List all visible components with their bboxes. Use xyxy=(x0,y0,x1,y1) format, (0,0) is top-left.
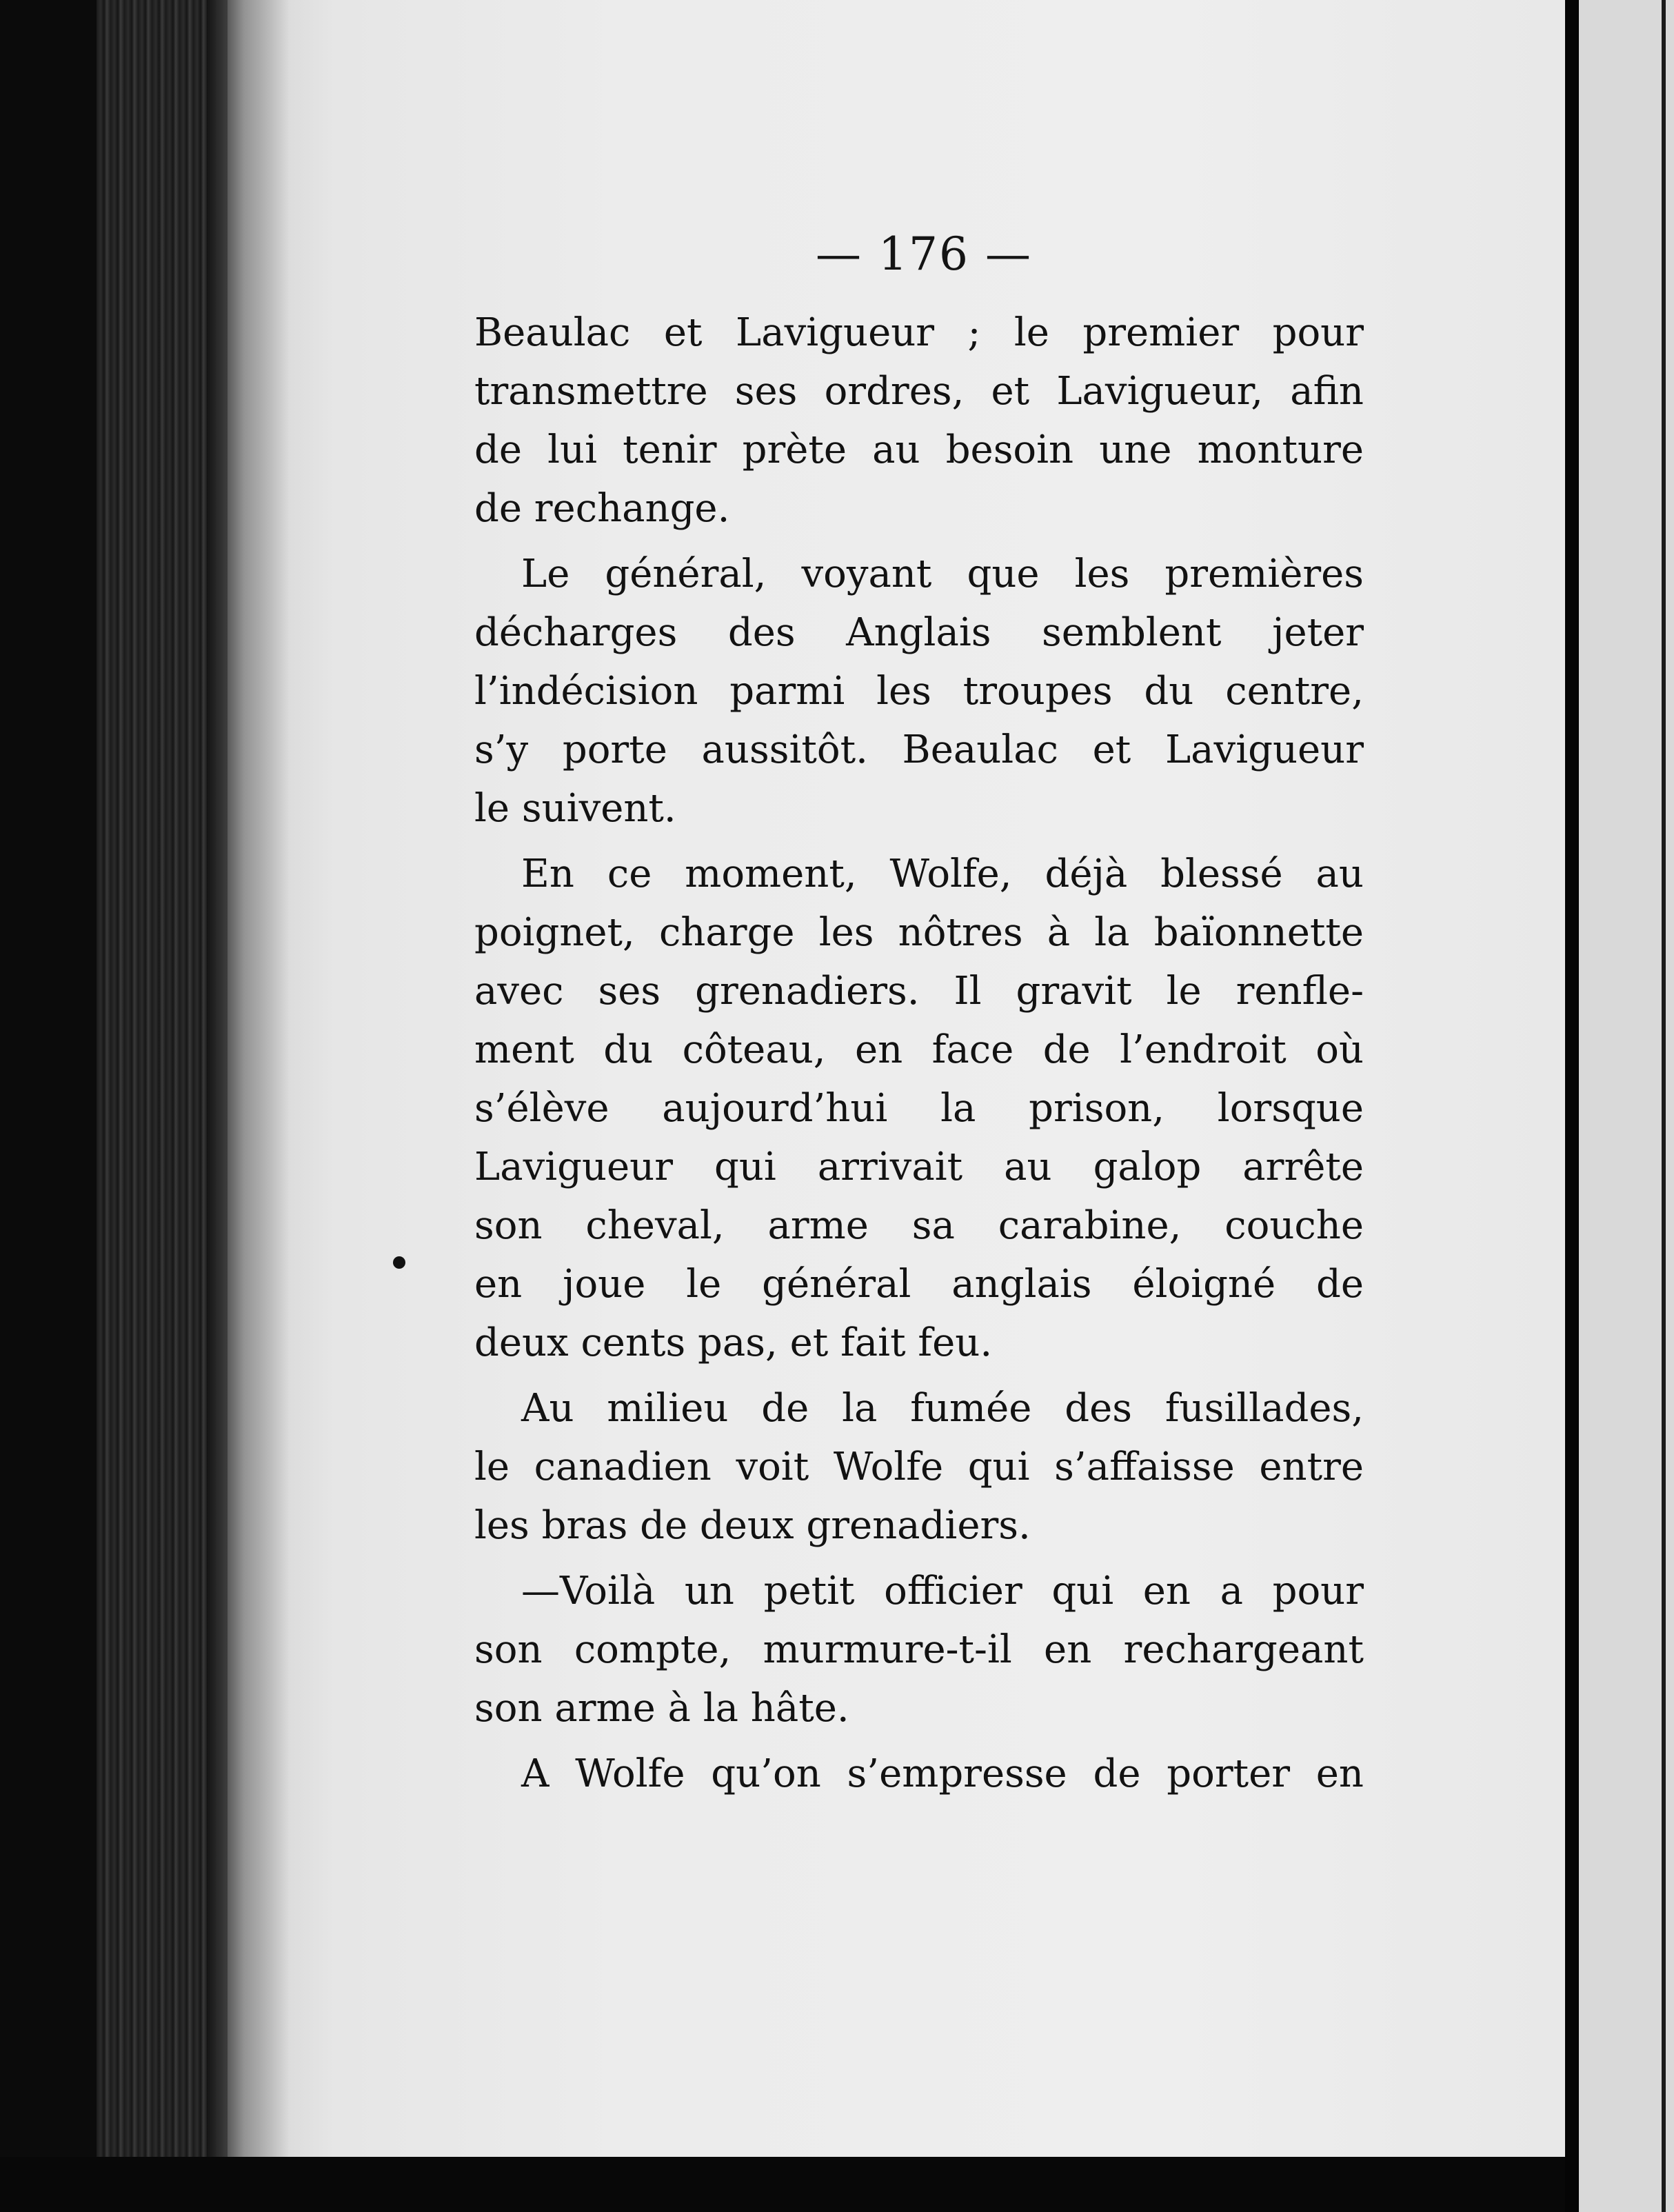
text-line: Au milieu de la fumée des fusillades, xyxy=(521,1386,1364,1431)
text-line: de lui tenir prète au besoin une monture xyxy=(474,428,1364,472)
page-number: — 176 — xyxy=(816,228,1032,281)
paragraph-4 xyxy=(474,1379,1364,1555)
ink-speck xyxy=(393,1256,405,1269)
text-line: poignet, charge les nôtres à la baïonnette xyxy=(474,910,1364,955)
paragraph-2 xyxy=(474,545,1364,838)
text-line: l’indécision parmi les troupes du centre, xyxy=(474,669,1364,714)
facing-page-rule xyxy=(1662,0,1666,2212)
bottom-scan-border xyxy=(0,2157,1565,2212)
text-line: Beaulac et Lavigueur ; le premier pour xyxy=(474,310,1364,355)
text-line: en joue le général anglais éloigné de xyxy=(474,1262,1364,1307)
text-line: transmettre ses ordres, et Lavigueur, afin xyxy=(474,369,1364,414)
paragraph-3 xyxy=(474,845,1364,1372)
text-line: avec ses grenadiers. Il gravit le renfle- xyxy=(474,969,1364,1014)
right-margin-border xyxy=(1565,0,1579,2212)
text-line: —Voilà un petit officier qui en a pour xyxy=(521,1569,1364,1613)
text-line: son cheval, arme sa carabine, couche xyxy=(474,1203,1364,1248)
text-line: de rechange. xyxy=(474,486,730,531)
text-line: s’y porte aussitôt. Beaulac et Lavigueur xyxy=(474,727,1364,772)
text-line: s’élève aujourd’hui la prison, lorsque xyxy=(474,1086,1364,1131)
text-line: ment du côteau, en face de l’endroit où xyxy=(474,1027,1364,1072)
text-line: le canadien voit Wolfe qui s’affaisse entre xyxy=(474,1445,1364,1489)
text-line: En ce moment, Wolfe, déjà blessé au xyxy=(521,852,1364,896)
text-line: A Wolfe qu’on s’empresse de porter en xyxy=(521,1751,1364,1796)
text-line: les bras de deux grenadiers. xyxy=(474,1503,1031,1548)
paragraph-1 xyxy=(474,303,1364,538)
text-line: le suivent. xyxy=(474,786,676,831)
text-line: son arme à la hâte. xyxy=(474,1686,849,1731)
text-line: son compte, murmure-t-il en rechargeant xyxy=(474,1627,1364,1672)
paragraph-5 xyxy=(474,1562,1364,1738)
body-text xyxy=(474,303,1364,1810)
paragraph-6 xyxy=(474,1745,1364,1803)
gutter-shadow xyxy=(207,0,290,2158)
facing-page-edge xyxy=(1579,0,1674,2212)
text-line: Lavigueur qui arrivait au galop arrête xyxy=(474,1145,1364,1189)
text-line: deux cents pas, et fait feu. xyxy=(474,1320,993,1365)
text-line: décharges des Anglais semblent jeter xyxy=(474,610,1364,655)
text-line: Le général, voyant que les premières xyxy=(521,552,1364,596)
